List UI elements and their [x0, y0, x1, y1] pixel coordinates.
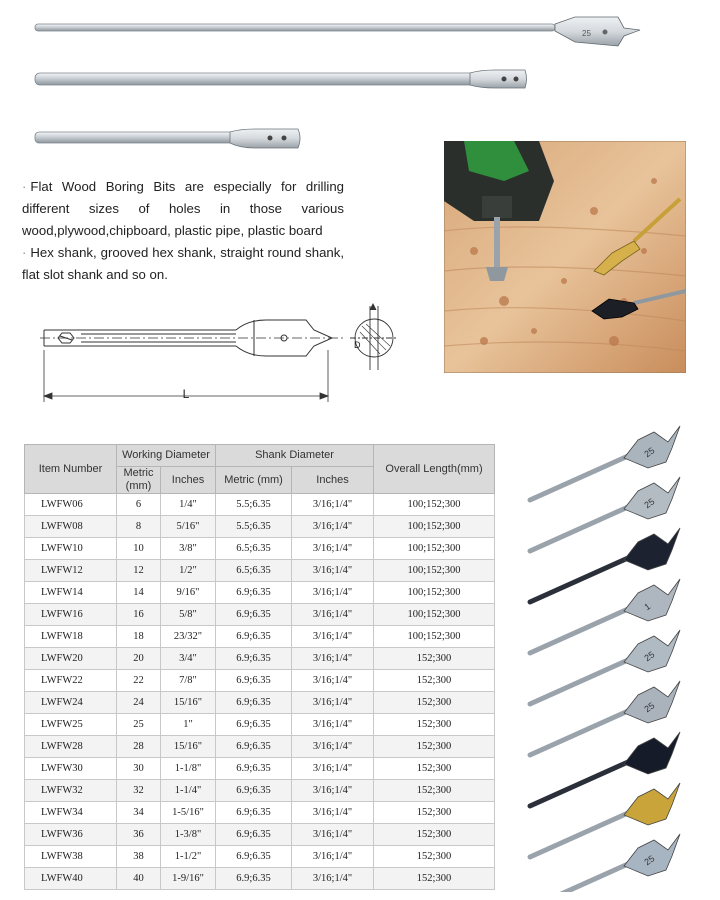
cell-inches: 7/8" — [161, 670, 216, 692]
table-row — [25, 846, 495, 868]
top-bits-illustration — [0, 0, 660, 160]
cell-shank-metric: 6.9;6.35 — [216, 604, 292, 626]
cell-inches: 3/8" — [161, 538, 216, 560]
cell-shank-metric: 6.9;6.35 — [216, 648, 292, 670]
table-row — [25, 670, 495, 692]
cell-inches: 5/16" — [161, 516, 216, 538]
cell-shank-inches: 3/16;1/4" — [292, 516, 374, 538]
cell-metric: 10 — [117, 538, 161, 560]
description-paragraph-1: · Flat Wood Boring Bits are especially for drilling different sizes of holes in those various wood,plywood,chipboard, plastic pipe, plastic board — [22, 179, 344, 238]
header-working-diameter: Working Diameter — [117, 445, 216, 467]
cell-overall-length: 100;152;300 — [374, 604, 495, 626]
bit-size-label: 25 — [642, 496, 657, 511]
cell-metric: 30 — [117, 758, 161, 780]
cell-shank-metric: 6.9;6.35 — [216, 736, 292, 758]
svg-text:25: 25 — [582, 29, 591, 38]
drilling-photo-icon — [444, 141, 686, 373]
bullet-icon: · — [22, 245, 27, 260]
cell-item-number: LWFW14 — [25, 582, 117, 604]
header-shank-metric: Metric (mm) — [216, 467, 292, 494]
cell-item-number: LWFW36 — [25, 824, 117, 846]
cell-overall-length: 152;300 — [374, 824, 495, 846]
cell-shank-metric: 6.9;6.35 — [216, 868, 292, 890]
cell-metric: 12 — [117, 560, 161, 582]
length-label: L — [182, 387, 190, 401]
table-row — [25, 802, 495, 824]
bit-size-label: 25 — [642, 853, 657, 868]
header-inches: Inches — [161, 467, 216, 494]
cell-overall-length: 100;152;300 — [374, 626, 495, 648]
cell-shank-metric: 6.9;6.35 — [216, 802, 292, 824]
cell-inches: 1-1/8" — [161, 758, 216, 780]
cell-shank-inches: 3/16;1/4" — [292, 846, 374, 868]
product-description — [22, 176, 344, 286]
header-item-number: Item Number — [25, 445, 117, 494]
cell-inches: 1-3/8" — [161, 824, 216, 846]
cell-shank-inches: 3/16;1/4" — [292, 692, 374, 714]
cell-item-number: LWFW08 — [25, 516, 117, 538]
cell-metric: 16 — [117, 604, 161, 626]
bit-size-label: 1 — [642, 601, 653, 613]
side-bits-column — [520, 412, 700, 897]
cell-overall-length: 152;300 — [374, 670, 495, 692]
cell-shank-metric: 6.9;6.35 — [216, 692, 292, 714]
cell-item-number: LWFW32 — [25, 780, 117, 802]
table-row — [25, 780, 495, 802]
table-row — [25, 560, 495, 582]
cell-inches: 1" — [161, 714, 216, 736]
cell-overall-length: 152;300 — [374, 648, 495, 670]
cell-overall-length: 100;152;300 — [374, 516, 495, 538]
cell-shank-inches: 3/16;1/4" — [292, 824, 374, 846]
cell-metric: 24 — [117, 692, 161, 714]
header-shank-diameter: Shank Diameter — [216, 445, 374, 467]
cell-shank-inches: 3/16;1/4" — [292, 604, 374, 626]
cell-inches: 3/4" — [161, 648, 216, 670]
table-row — [25, 516, 495, 538]
cell-shank-metric: 6.9;6.35 — [216, 846, 292, 868]
long-flat-bit — [35, 17, 640, 46]
cell-overall-length: 152;300 — [374, 692, 495, 714]
cell-inches: 15/16" — [161, 736, 216, 758]
cell-item-number: LWFW34 — [25, 802, 117, 824]
cell-metric: 20 — [117, 648, 161, 670]
table-row — [25, 648, 495, 670]
table-row — [25, 626, 495, 648]
cell-shank-inches: 3/16;1/4" — [292, 780, 374, 802]
cell-inches: 1/2" — [161, 560, 216, 582]
cell-metric: 36 — [117, 824, 161, 846]
cell-metric: 14 — [117, 582, 161, 604]
cell-item-number: LWFW10 — [25, 538, 117, 560]
cell-shank-inches: 3/16;1/4" — [292, 802, 374, 824]
cell-shank-inches: 3/16;1/4" — [292, 538, 374, 560]
cell-item-number: LWFW40 — [25, 868, 117, 890]
cell-item-number: LWFW12 — [25, 560, 117, 582]
cell-item-number: LWFW24 — [25, 692, 117, 714]
cell-inches: 9/16" — [161, 582, 216, 604]
table-row — [25, 758, 495, 780]
cell-overall-length: 152;300 — [374, 758, 495, 780]
header-overall-length: Overall Length(mm) — [374, 445, 495, 494]
table-row — [25, 868, 495, 890]
cell-overall-length: 100;152;300 — [374, 538, 495, 560]
cell-overall-length: 152;300 — [374, 780, 495, 802]
cell-overall-length: 152;300 — [374, 714, 495, 736]
table-row — [25, 604, 495, 626]
cell-shank-inches: 3/16;1/4" — [292, 582, 374, 604]
specification-table — [24, 444, 495, 890]
cell-shank-inches: 3/16;1/4" — [292, 648, 374, 670]
cell-overall-length: 152;300 — [374, 846, 495, 868]
cell-overall-length: 100;152;300 — [374, 582, 495, 604]
technical-diagram — [36, 298, 406, 415]
cell-shank-metric: 6.9;6.35 — [216, 582, 292, 604]
cell-item-number: LWFW25 — [25, 714, 117, 736]
cell-item-number: LWFW22 — [25, 670, 117, 692]
table-row — [25, 736, 495, 758]
table-row — [25, 494, 495, 516]
cell-metric: 22 — [117, 670, 161, 692]
cell-shank-metric: 6.9;6.35 — [216, 824, 292, 846]
table-row — [25, 692, 495, 714]
bullet-icon: · — [22, 179, 27, 194]
cell-item-number: LWFW06 — [25, 494, 117, 516]
cell-metric: 40 — [117, 868, 161, 890]
cell-overall-length: 152;300 — [374, 868, 495, 890]
table-row — [25, 714, 495, 736]
cell-inches: 1-1/4" — [161, 780, 216, 802]
cell-shank-inches: 3/16;1/4" — [292, 714, 374, 736]
cell-metric: 6 — [117, 494, 161, 516]
cell-shank-metric: 6.9;6.35 — [216, 780, 292, 802]
hex-shank-extension — [35, 70, 527, 88]
cell-item-number: LWFW38 — [25, 846, 117, 868]
cell-overall-length: 152;300 — [374, 802, 495, 824]
cell-shank-metric: 6.9;6.35 — [216, 714, 292, 736]
cell-inches: 1-1/2" — [161, 846, 216, 868]
cell-metric: 28 — [117, 736, 161, 758]
cell-shank-metric: 6.9;6.35 — [216, 626, 292, 648]
product-photo — [444, 141, 686, 373]
cell-shank-metric: 6.5;6.35 — [216, 560, 292, 582]
cell-inches: 1-9/16" — [161, 868, 216, 890]
cell-item-number: LWFW30 — [25, 758, 117, 780]
cell-shank-metric: 6.9;6.35 — [216, 758, 292, 780]
cell-shank-inches: 3/16;1/4" — [292, 560, 374, 582]
header-metric: Metric (mm) — [117, 467, 161, 494]
bit-size-label: 25 — [642, 649, 657, 664]
description-paragraph-2: · Hex shank, grooved hex shank, straight round shank, flat slot shank and so on. — [22, 245, 344, 282]
cell-metric: 38 — [117, 846, 161, 868]
cell-overall-length: 100;152;300 — [374, 560, 495, 582]
cell-inches: 1-5/16" — [161, 802, 216, 824]
drill-bits-icon — [0, 0, 660, 160]
cell-overall-length: 152;300 — [374, 736, 495, 758]
cell-shank-metric: 6.5;6.35 — [216, 538, 292, 560]
cell-shank-metric: 6.9;6.35 — [216, 670, 292, 692]
flat-bit-icon — [530, 834, 680, 892]
cell-item-number: LWFW28 — [25, 736, 117, 758]
cell-shank-inches: 3/16;1/4" — [292, 494, 374, 516]
cell-metric: 25 — [117, 714, 161, 736]
cell-inches: 15/16" — [161, 692, 216, 714]
table-header-row — [25, 445, 495, 467]
cell-shank-inches: 3/16;1/4" — [292, 736, 374, 758]
short-hex-extension — [35, 129, 300, 148]
header-shank-inches: Inches — [292, 467, 374, 494]
flat-bits-icon — [520, 412, 700, 892]
cell-overall-length: 100;152;300 — [374, 494, 495, 516]
cell-metric: 18 — [117, 626, 161, 648]
bit-drawing-icon — [36, 298, 406, 410]
cell-metric: 32 — [117, 780, 161, 802]
cell-inches: 5/8" — [161, 604, 216, 626]
cell-inches: 1/4" — [161, 494, 216, 516]
cell-shank-inches: 3/16;1/4" — [292, 758, 374, 780]
cell-item-number: LWFW20 — [25, 648, 117, 670]
cell-inches: 23/32" — [161, 626, 216, 648]
cell-metric: 8 — [117, 516, 161, 538]
cell-shank-metric: 5.5;6.35 — [216, 494, 292, 516]
cell-shank-inches: 3/16;1/4" — [292, 868, 374, 890]
cell-shank-inches: 3/16;1/4" — [292, 670, 374, 692]
cell-metric: 34 — [117, 802, 161, 824]
table-row — [25, 538, 495, 560]
table-row — [25, 582, 495, 604]
cell-shank-metric: 5.5;6.35 — [216, 516, 292, 538]
cell-shank-inches: 3/16;1/4" — [292, 626, 374, 648]
cell-item-number: LWFW18 — [25, 626, 117, 648]
bit-size-label: 25 — [642, 445, 657, 460]
table-body — [25, 494, 495, 890]
table-row — [25, 824, 495, 846]
diameter-label: D — [354, 340, 361, 350]
cell-item-number: LWFW16 — [25, 604, 117, 626]
bit-size-label: 25 — [642, 700, 657, 715]
